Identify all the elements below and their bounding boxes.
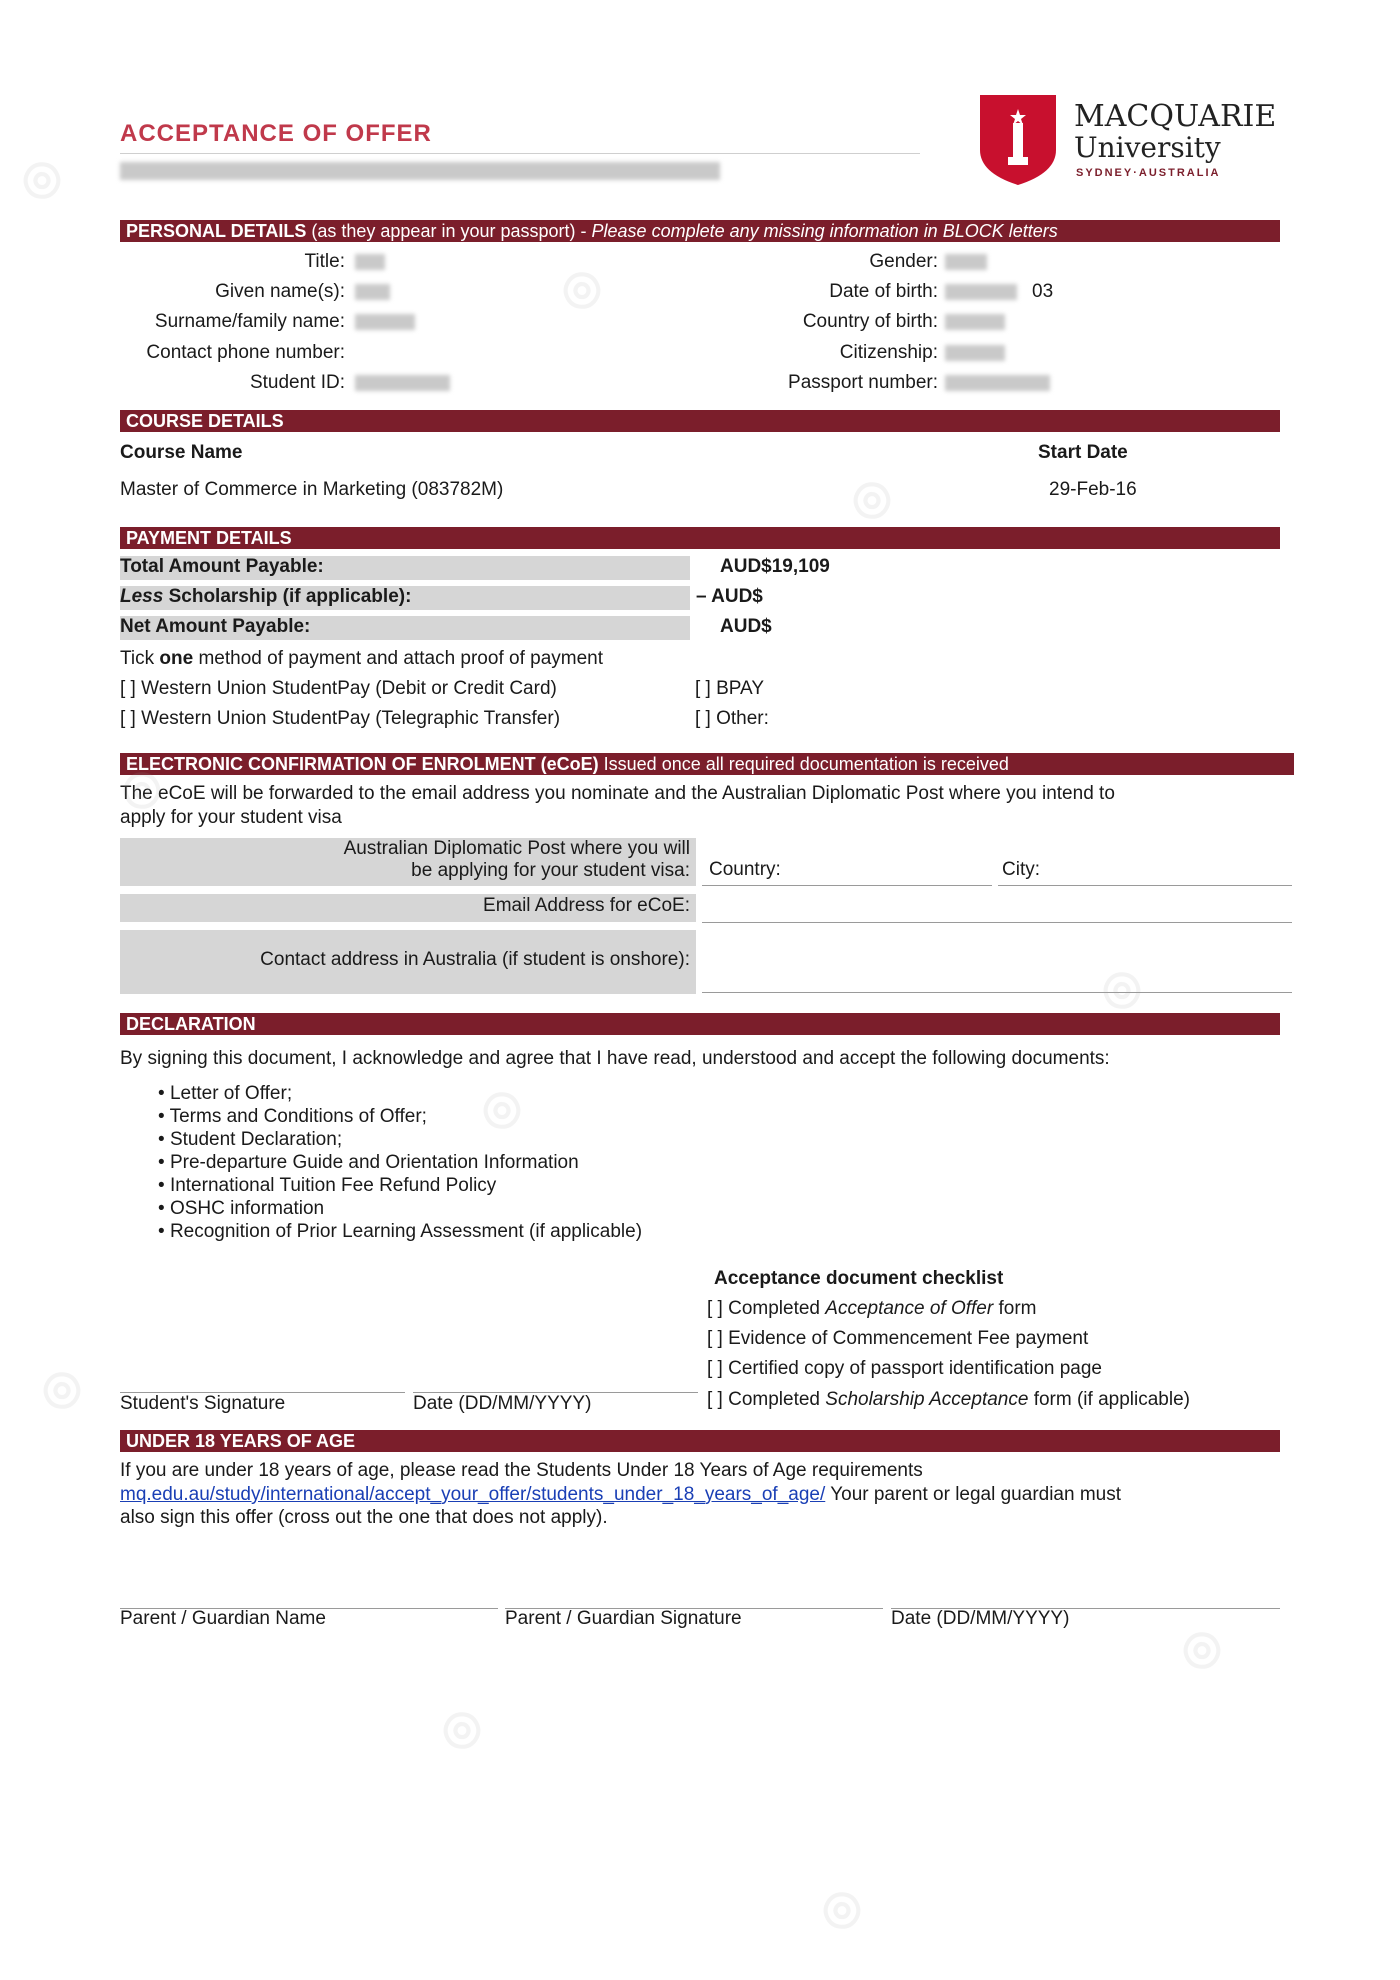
- net-amount-value: AUD$: [720, 616, 772, 637]
- dob-label: Date of birth:: [829, 281, 938, 302]
- title-value: [355, 254, 385, 270]
- ecoe-header-title: ELECTRONIC CONFIRMATION OF ENROLMENT (eCoE): [126, 754, 599, 774]
- under18-line1: If you are under 18 years of age, please read the Students Under 18 Years of Age requirements: [120, 1460, 923, 1481]
- declaration-item: • International Tuition Fee Refund Policy: [158, 1175, 497, 1196]
- net-amount-label: Net Amount Payable:: [120, 616, 311, 637]
- payment-option-other[interactable]: [ ] Other:: [695, 708, 769, 729]
- watermark-mark: ◎: [30, 1354, 90, 1420]
- scholarship-label: [120, 586, 411, 608]
- checklist-item-passport[interactable]: [ ] Certified copy of passport identification page: [707, 1358, 1103, 1379]
- personal-details-note: (as they appear in your passport) -: [311, 221, 587, 241]
- payment-instruction: [120, 648, 603, 670]
- ecoe-header-note: Issued once all required documentation is received: [603, 754, 1009, 774]
- page-title: ACCEPTANCE OF OFFER: [120, 120, 432, 147]
- country-label: Country:: [709, 859, 781, 880]
- country-of-birth-value: [945, 314, 1005, 330]
- university-logo: [980, 95, 1280, 185]
- email-field[interactable]: [702, 922, 1292, 923]
- redacted-applicant: [120, 162, 720, 180]
- ecoe-intro-line2: apply for your student visa: [120, 807, 342, 828]
- declaration-item: • Pre-departure Guide and Orientation Information: [158, 1152, 579, 1173]
- course-name-label: Course Name: [120, 442, 243, 463]
- logo-name-line1: MACQUARIE: [1074, 99, 1277, 134]
- passport-label: Passport number:: [788, 372, 938, 393]
- citizenship-value: [945, 345, 1005, 361]
- declaration-item: • OSHC information: [158, 1198, 325, 1219]
- given-name-label: Given name(s):: [215, 281, 345, 302]
- address-label: Contact address in Australia (if student is onshore):: [260, 949, 690, 970]
- scholarship-label-text: Scholarship (if applicable):: [168, 586, 412, 607]
- citizenship-label: Citizenship:: [839, 342, 938, 363]
- dob-value: [945, 284, 1017, 300]
- gender-label: Gender:: [869, 251, 938, 272]
- gender-value: [945, 254, 987, 270]
- dob-suffix: 03: [1032, 281, 1054, 302]
- student-signature-label: Student's Signature: [120, 1393, 286, 1414]
- tick-bold: one: [159, 648, 194, 669]
- declaration-item: • Recognition of Prior Learning Assessment (if applicable): [158, 1221, 643, 1242]
- scholarship-value: – AUD$: [696, 586, 763, 607]
- declaration-item: • Student Declaration;: [158, 1129, 343, 1150]
- student-id-label: Student ID:: [249, 372, 345, 393]
- under18-line2: [120, 1484, 1121, 1506]
- less-word: Less: [120, 586, 164, 607]
- payment-option-wu-transfer[interactable]: [ ] Western Union StudentPay (Telegraphic Transfer): [120, 708, 561, 729]
- watermark-mark: ◎: [430, 1694, 490, 1760]
- checklist-item-acceptance[interactable]: [ ] Completed Acceptance of Offer form: [707, 1298, 1037, 1319]
- declaration-header: DECLARATION: [120, 1013, 1280, 1035]
- parent-signature-label: Parent / Guardian Signature: [505, 1608, 742, 1629]
- email-label: Email Address for eCoE:: [483, 895, 690, 916]
- tick-suffix: method of payment and attach proof of payment: [198, 648, 603, 669]
- watermark-mark: ◎: [110, 754, 170, 820]
- logo-name-line3: SYDNEY·AUSTRALIA: [1076, 167, 1221, 179]
- declaration-item: • Letter of Offer;: [158, 1083, 293, 1104]
- country-of-birth-label: Country of birth:: [802, 311, 938, 332]
- personal-details-instruction: Please complete any missing information in BLOCK letters: [591, 221, 1058, 241]
- checklist-title: Acceptance document checklist: [714, 1268, 1004, 1289]
- total-amount-label: Total Amount Payable:: [120, 556, 324, 577]
- ecoe-header: [120, 753, 1294, 775]
- under18-line2-suffix: Your parent or legal guardian must: [825, 1484, 1122, 1505]
- watermark-mark: ◎: [810, 1874, 870, 1940]
- parent-date-label: Date (DD/MM/YYYY): [891, 1608, 1070, 1629]
- declaration-intro: By signing this document, I acknowledge and agree that I have read, understood and accept the following documents:: [120, 1048, 1110, 1069]
- start-date-label: Start Date: [1038, 442, 1128, 463]
- watermark-mark: ◎: [10, 144, 70, 210]
- parent-name-label: Parent / Guardian Name: [120, 1608, 326, 1629]
- crest-icon: [980, 95, 1056, 185]
- watermark-mark: ◎: [550, 254, 610, 320]
- title-underline: [120, 153, 920, 154]
- start-date-value: 29-Feb-16: [1049, 479, 1137, 500]
- personal-details-title: PERSONAL DETAILS: [126, 221, 307, 241]
- surname-label: Surname/family name:: [154, 311, 345, 332]
- tick-prefix: Tick: [120, 648, 155, 669]
- student-date-label: Date (DD/MM/YYYY): [413, 1393, 592, 1414]
- under18-header: UNDER 18 YEARS OF AGE: [120, 1430, 1280, 1452]
- surname-value: [355, 314, 415, 330]
- under18-link[interactable]: mq.edu.au/study/international/accept_your_offer/students_under_18_years_of_age/: [120, 1484, 826, 1505]
- course-name-value: Master of Commerce in Marketing (083782M): [120, 479, 504, 500]
- city-field[interactable]: [998, 885, 1292, 886]
- title-label: Title:: [304, 251, 345, 272]
- personal-details-header: [120, 220, 1280, 242]
- address-field[interactable]: [702, 992, 1292, 993]
- checklist-item-scholarship[interactable]: [ ] Completed Scholarship Acceptance form (if applicable): [707, 1389, 1190, 1410]
- post-label-line1: Australian Diplomatic Post where you will: [343, 838, 690, 859]
- declaration-item: • Terms and Conditions of Offer;: [158, 1106, 427, 1127]
- payment-details-header: PAYMENT DETAILS: [120, 527, 1280, 549]
- total-amount-value: AUD$19,109: [720, 556, 830, 577]
- watermark-mark: ◎: [1170, 1614, 1230, 1680]
- student-id-value: [355, 375, 450, 391]
- watermark-mark: ◎: [470, 1074, 530, 1140]
- course-details-header: COURSE DETAILS: [120, 410, 1280, 432]
- under18-line3: also sign this offer (cross out the one that does not apply).: [120, 1507, 608, 1528]
- ecoe-intro-line1: The eCoE will be forwarded to the email address you nominate and the Australian Diplomatic Post where you intend to: [120, 783, 1115, 804]
- passport-value: [945, 375, 1050, 391]
- given-name-value: [355, 284, 390, 300]
- country-field[interactable]: [702, 885, 992, 886]
- payment-option-bpay[interactable]: [ ] BPAY: [695, 678, 764, 699]
- city-label: City:: [1002, 859, 1040, 880]
- post-label-line2: be applying for your student visa:: [411, 860, 690, 881]
- checklist-item-fee[interactable]: [ ] Evidence of Commencement Fee payment: [707, 1328, 1089, 1349]
- logo-name-line2: University: [1074, 131, 1221, 164]
- payment-option-wu-card[interactable]: [ ] Western Union StudentPay (Debit or Credit Card): [120, 678, 557, 699]
- phone-label: Contact phone number:: [146, 342, 345, 363]
- watermark-mark: ◎: [840, 464, 900, 530]
- watermark-mark: ◎: [1090, 954, 1150, 1020]
